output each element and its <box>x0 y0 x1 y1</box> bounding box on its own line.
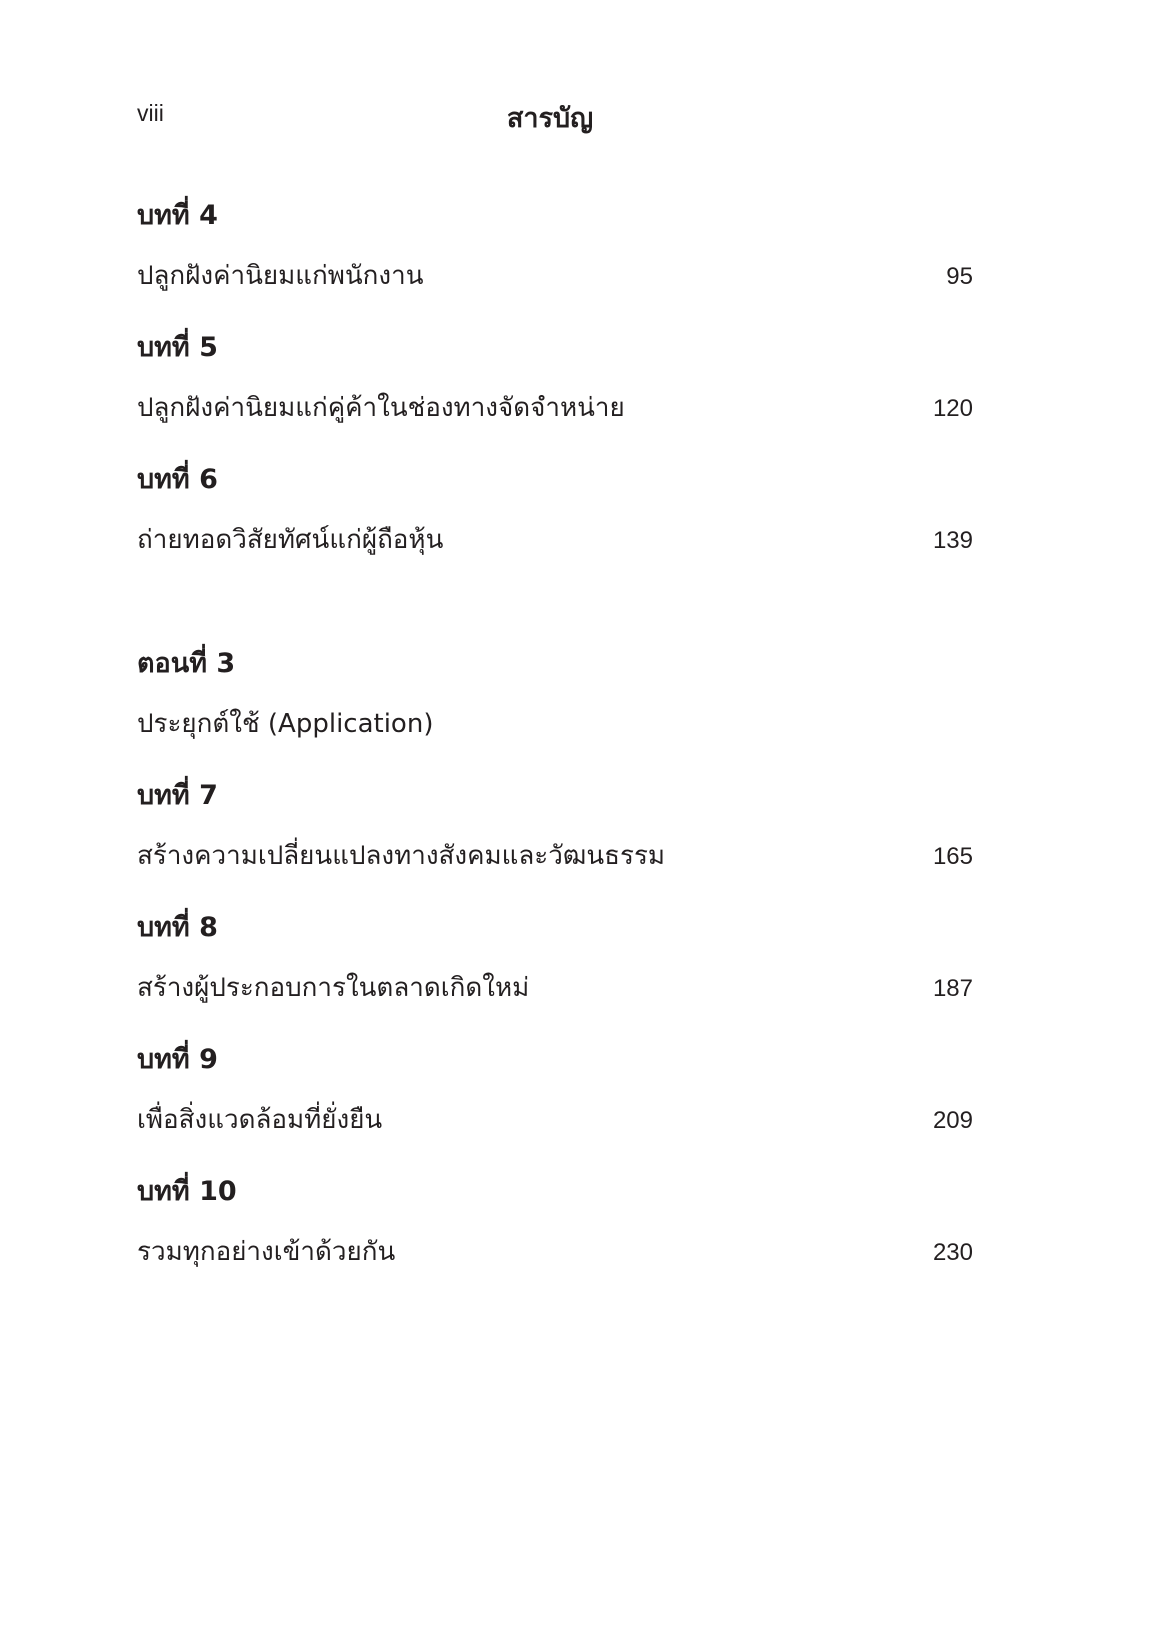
chapter-title: เพื่อสิ่งแวดล้อมที่ยั่งยืน <box>137 1105 383 1135</box>
chapter-page-number: 209 <box>932 1107 973 1134</box>
spacer <box>137 592 973 644</box>
toc-entry <box>137 1230 973 1288</box>
chapter-title: ถ่ายทอดวิสัยทัศน์แก่ผู้ถือหุ้น <box>137 525 444 555</box>
page-number: viii <box>137 100 164 126</box>
chapter-label: บทที่ 9 <box>137 1044 218 1075</box>
chapter-title: ปลูกฝังค่านิยมแก่พนักงาน <box>137 261 424 291</box>
chapter-4 <box>137 196 973 328</box>
chapter-title: รวมทุกอย่างเข้าด้วยกัน <box>137 1237 396 1267</box>
chapter-label: บทที่ 5 <box>137 332 218 363</box>
chapter-9 <box>137 1040 973 1172</box>
chapter-label: บทที่ 10 <box>137 1176 237 1207</box>
part-label: ตอนที่ 3 <box>137 648 236 679</box>
chapter-page-number: 95 <box>946 263 973 290</box>
toc-entry <box>137 702 973 776</box>
toc-entry <box>137 518 973 592</box>
table-of-contents <box>137 196 973 1288</box>
chapter-title: สร้างความเปลี่ยนแปลงทางสังคมและวัฒนธรรม <box>137 841 666 871</box>
chapter-label: บทที่ 8 <box>137 912 218 943</box>
chapter-label: บทที่ 7 <box>137 780 218 811</box>
part-3 <box>137 644 973 776</box>
chapter-8 <box>137 908 973 1040</box>
chapter-page-number: 230 <box>932 1239 973 1266</box>
toc-entry <box>137 386 973 460</box>
chapter-7 <box>137 776 973 908</box>
chapter-page-number: 187 <box>932 975 973 1002</box>
chapter-label: บทที่ 6 <box>137 464 218 495</box>
chapter-title: ปลูกฝังค่านิยมแก่คู่ค้าในช่องทางจัดจำหน่าย <box>137 393 625 423</box>
chapter-page-number: 120 <box>932 395 973 422</box>
page-title: สารบัญ <box>506 103 594 134</box>
chapter-5 <box>137 328 973 460</box>
toc-entry <box>137 1098 973 1172</box>
chapter-page-number: 139 <box>932 527 973 554</box>
chapter-10 <box>137 1172 973 1288</box>
chapter-label: บทที่ 4 <box>137 200 218 231</box>
chapter-title: สร้างผู้ประกอบการในตลาดเกิดใหม่ <box>137 973 530 1003</box>
toc-entry <box>137 966 973 1040</box>
toc-entry <box>137 254 973 328</box>
toc-entry <box>137 834 973 908</box>
part-title: ประยุกต์ใช้ (Application) <box>137 709 434 739</box>
chapter-page-number: 165 <box>932 843 973 870</box>
chapter-6 <box>137 460 973 592</box>
